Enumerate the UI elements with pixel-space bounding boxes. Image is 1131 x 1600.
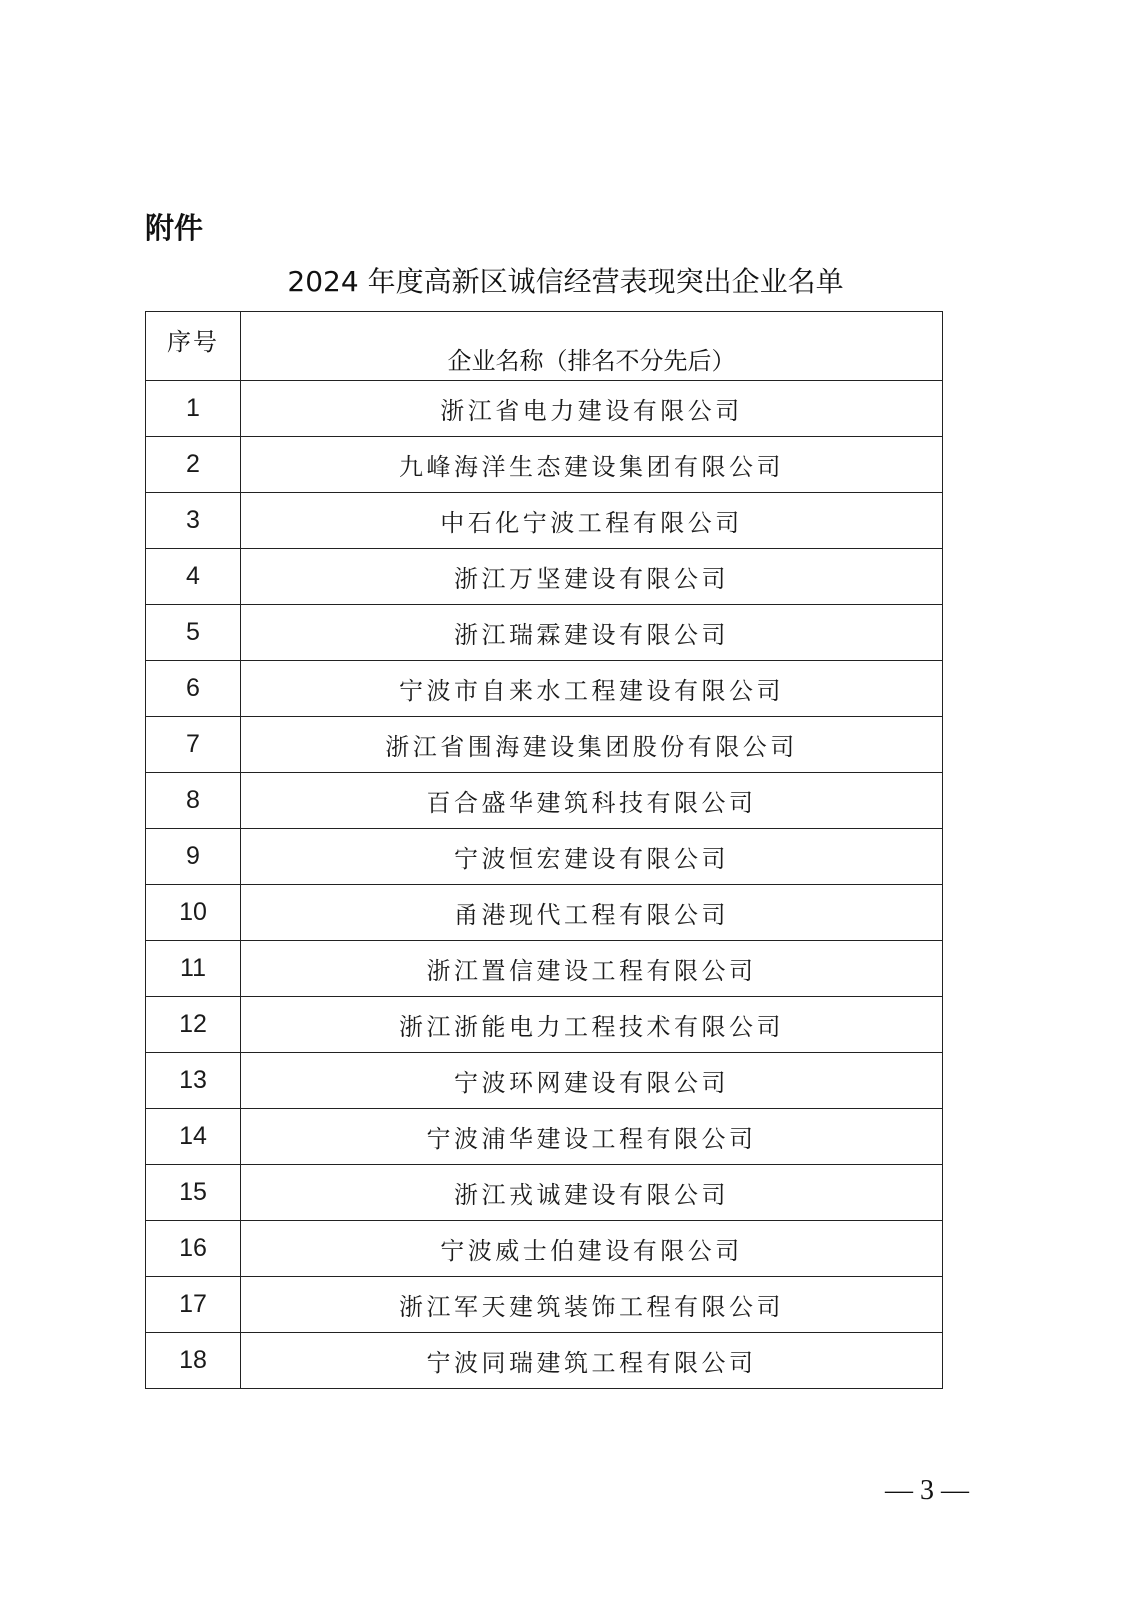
table-body [146,381,943,1389]
row-seq: 1 [146,381,241,437]
attachment-label: 附件 [145,211,204,245]
table-row [146,941,943,997]
row-enterprise-name: 宁波浦华建设工程有限公司 [241,1109,943,1165]
table-row [146,997,943,1053]
table-row [146,829,943,885]
table-row [146,885,943,941]
row-seq: 6 [146,661,241,717]
row-enterprise-name: 浙江万坚建设有限公司 [241,549,943,605]
table-row [146,1277,943,1333]
table-row [146,661,943,717]
document-title: 2024 年度高新区诚信经营表现突出企业名单 [287,265,844,298]
page-number: — 3 — [885,1475,969,1506]
row-enterprise-name: 宁波威士伯建设有限公司 [241,1221,943,1277]
row-seq: 7 [146,717,241,773]
table-row [146,773,943,829]
row-seq: 5 [146,605,241,661]
table-row [146,1221,943,1277]
row-seq: 10 [146,885,241,941]
header-enterprise-name: 企业名称（排名不分先后） [241,312,943,381]
row-enterprise-name: 宁波同瑞建筑工程有限公司 [241,1333,943,1389]
table-row [146,381,943,437]
row-enterprise-name: 九峰海洋生态建设集团有限公司 [241,437,943,493]
table-row [146,1333,943,1389]
row-seq: 16 [146,1221,241,1277]
table-row [146,1053,943,1109]
row-seq: 12 [146,997,241,1053]
table-row [146,717,943,773]
row-seq: 14 [146,1109,241,1165]
row-seq: 3 [146,493,241,549]
row-enterprise-name: 浙江省电力建设有限公司 [241,381,943,437]
row-enterprise-name: 浙江戎诚建设有限公司 [241,1165,943,1221]
row-enterprise-name: 宁波市自来水工程建设有限公司 [241,661,943,717]
table-row [146,1165,943,1221]
row-enterprise-name: 浙江瑞霖建设有限公司 [241,605,943,661]
row-enterprise-name: 宁波恒宏建设有限公司 [241,829,943,885]
row-seq: 18 [146,1333,241,1389]
row-enterprise-name: 宁波环网建设有限公司 [241,1053,943,1109]
header-seq: 序号 [146,312,241,381]
row-enterprise-name: 浙江军天建筑装饰工程有限公司 [241,1277,943,1333]
row-seq: 9 [146,829,241,885]
row-seq: 4 [146,549,241,605]
row-enterprise-name: 浙江置信建设工程有限公司 [241,941,943,997]
row-enterprise-name: 浙江浙能电力工程技术有限公司 [241,997,943,1053]
table-row [146,549,943,605]
enterprise-list-table [145,311,943,1389]
row-seq: 15 [146,1165,241,1221]
row-seq: 17 [146,1277,241,1333]
row-seq: 13 [146,1053,241,1109]
row-enterprise-name: 浙江省围海建设集团股份有限公司 [241,717,943,773]
table-row [146,437,943,493]
table-row [146,605,943,661]
row-enterprise-name: 百合盛华建筑科技有限公司 [241,773,943,829]
row-enterprise-name: 甬港现代工程有限公司 [241,885,943,941]
row-seq: 11 [146,941,241,997]
row-enterprise-name: 中石化宁波工程有限公司 [241,493,943,549]
row-seq: 2 [146,437,241,493]
table-row [146,1109,943,1165]
row-seq: 8 [146,773,241,829]
table-header-row [146,312,943,381]
table-row [146,493,943,549]
